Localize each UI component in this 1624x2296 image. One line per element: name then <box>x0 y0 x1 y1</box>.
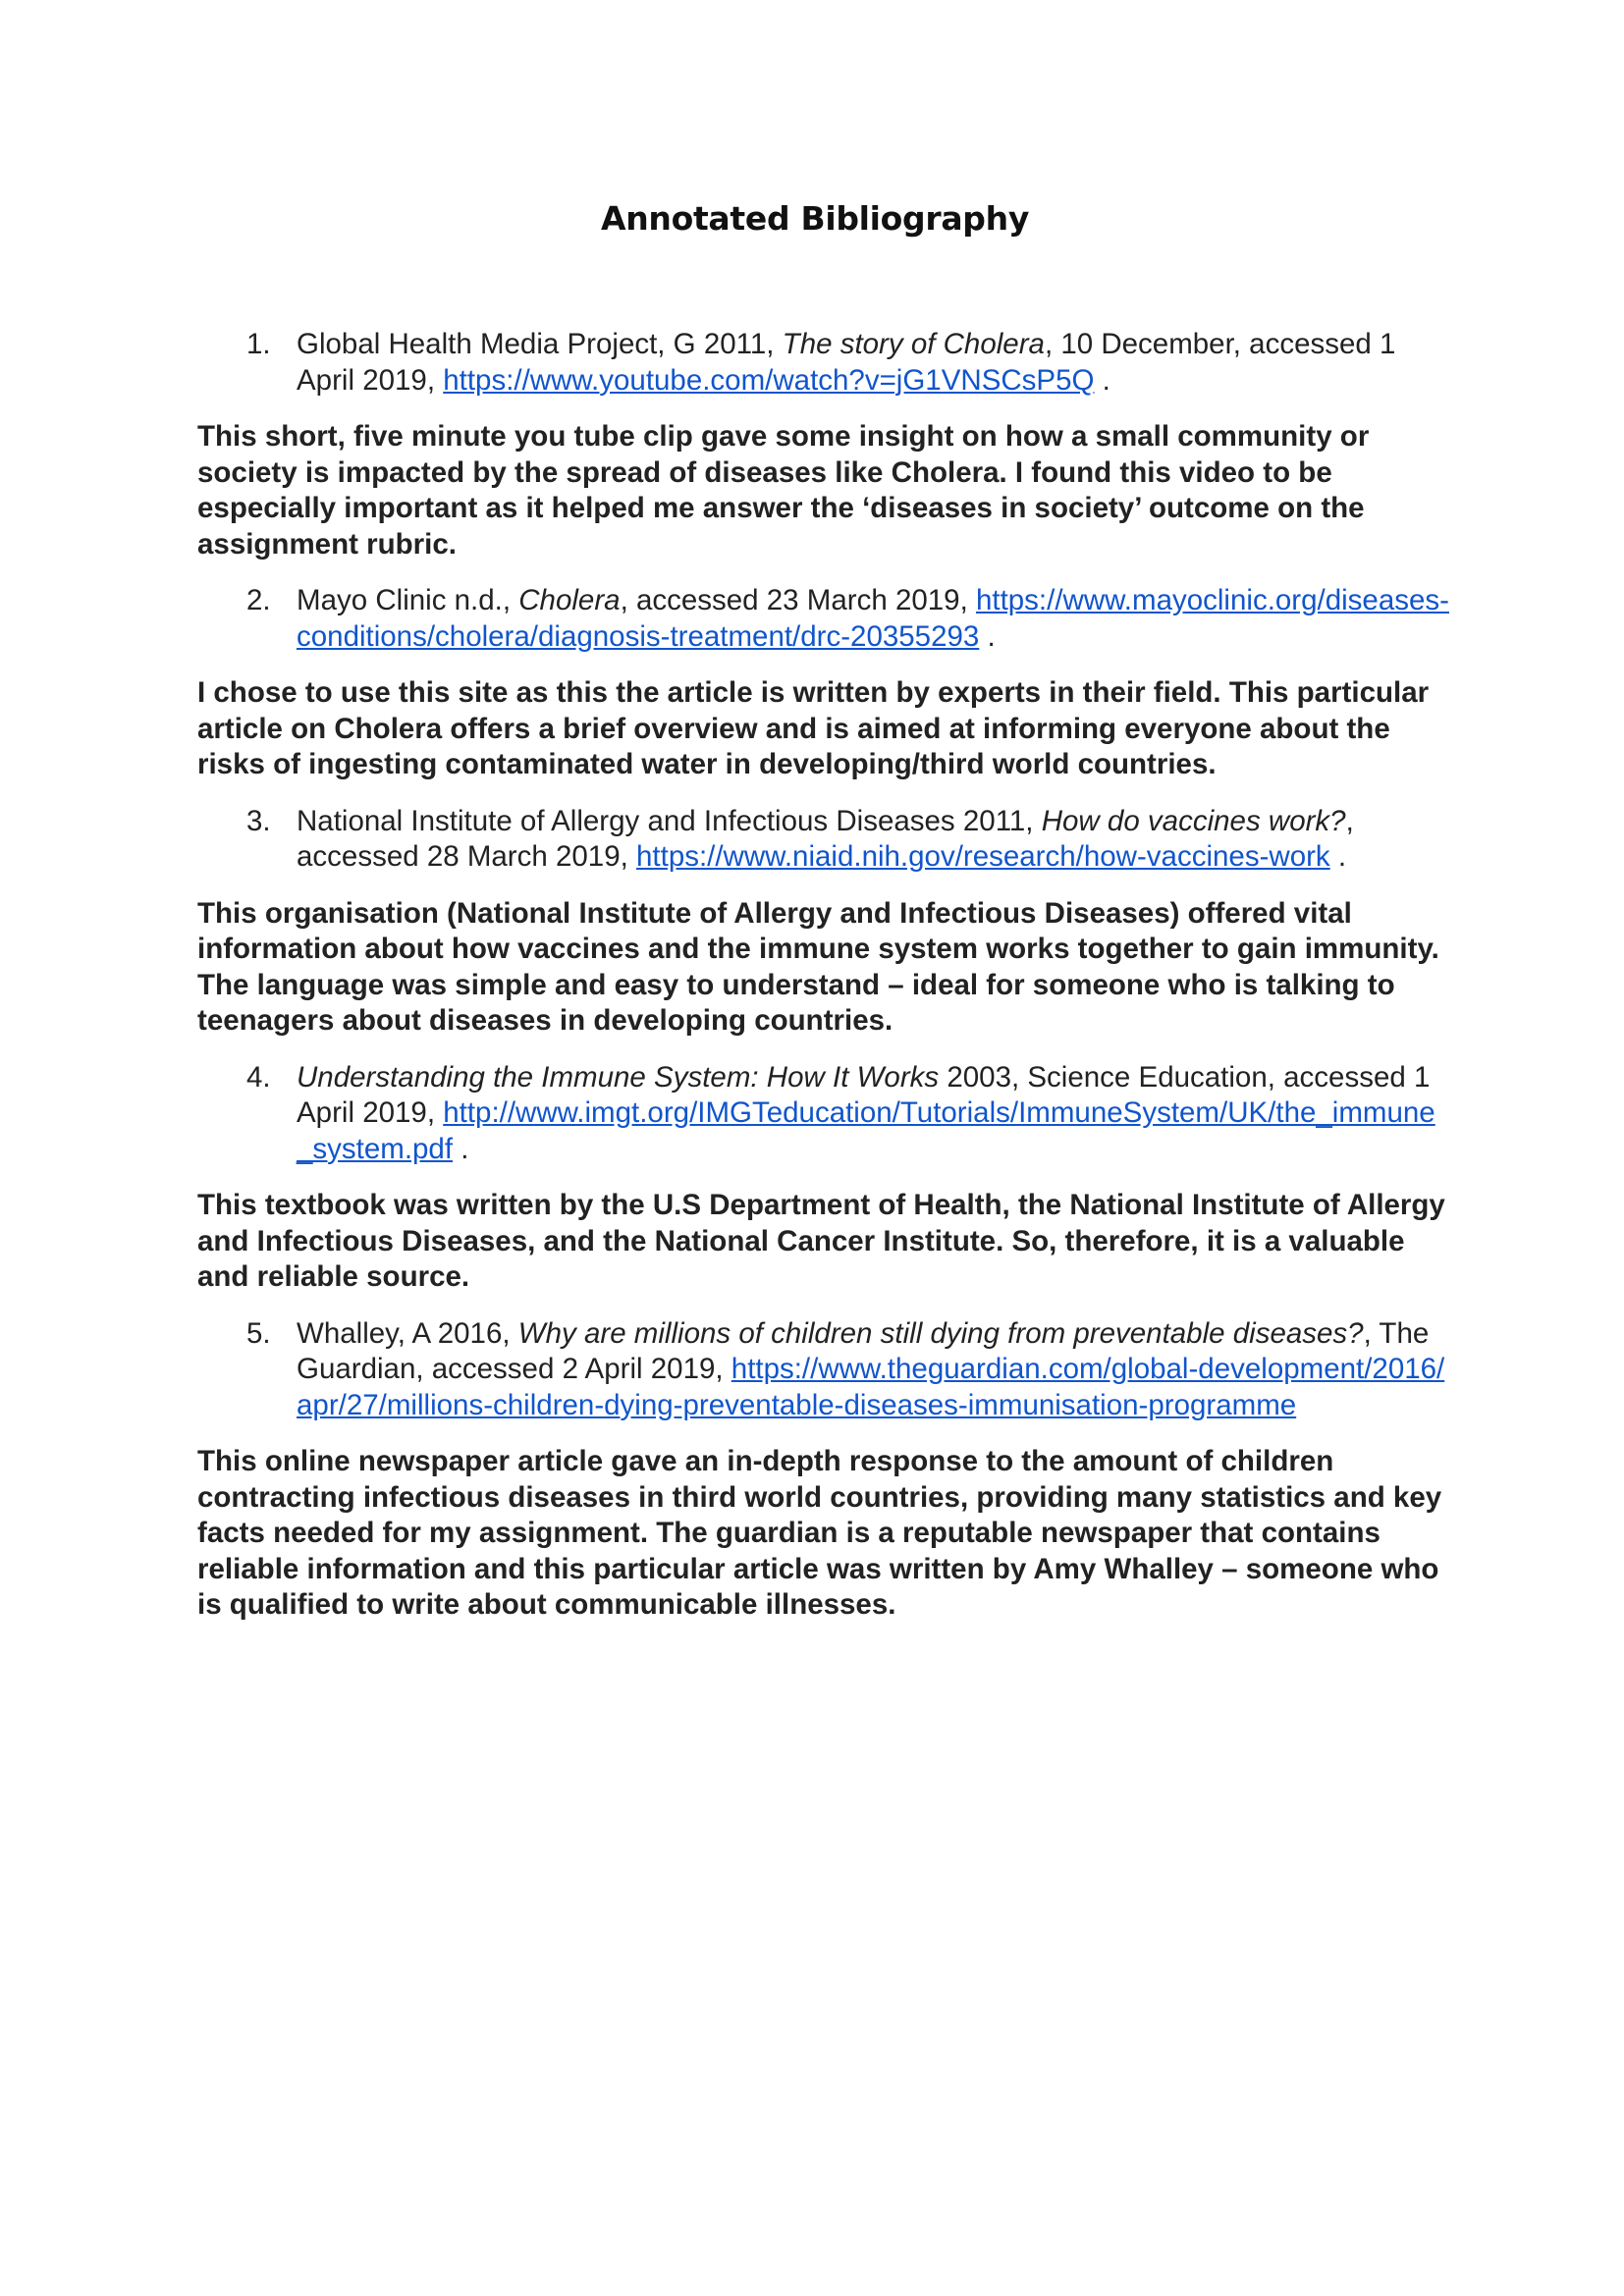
entry-number: 4. <box>246 1060 271 1094</box>
citation-end: . <box>1329 840 1347 873</box>
bibliography-entry <box>197 327 1449 562</box>
source-title: Why are millions of children still dying from preventable diseases? <box>517 1316 1364 1350</box>
citation-text: Global Health Media Project, G 2011, <box>297 328 783 360</box>
citation <box>197 1060 1449 1168</box>
bibliography-entry <box>197 583 1449 783</box>
source-link[interactable]: https://www.youtube.com/watch?v=jG1VNSCsP5Q <box>443 363 1095 397</box>
bibliography-entry <box>197 1316 1449 1624</box>
annotation-text: This textbook was written by the U.S Department of Health, the National Institute of Allergy and Infectious Diseases, and the National Cancer Institute. So, therefore, it is a valuable and reliable source. <box>197 1189 1445 1293</box>
bibliography-entry <box>197 1060 1449 1296</box>
annotation-text: This organisation (National Institute of Allergy and Infectious Diseases) offered vital information about how vaccines and the immune system works together to gain immunity. The language was simple and easy to understand – ideal for someone who is talking to teenagers about diseases in developing countries. <box>197 896 1439 1037</box>
citation-text: , accessed 28 March 2019, <box>297 804 1354 873</box>
citation-text: Whalley, A 2016, <box>297 1316 518 1350</box>
citation <box>197 804 1449 876</box>
page-title: Annotated Bibliography <box>600 199 1030 238</box>
source-title: Understanding the Immune System: How It Works <box>297 1060 940 1094</box>
entry-number: 2. <box>246 584 271 616</box>
citation <box>197 1316 1449 1424</box>
source-link[interactable]: https://www.niaid.nih.gov/research/how-vaccines-work <box>636 840 1330 873</box>
citation-text: , accessed 23 March 2019, <box>620 584 976 616</box>
entry-number: 5. <box>246 1316 271 1350</box>
citation-end: . <box>453 1132 469 1165</box>
citation-end: . <box>1094 363 1110 397</box>
bibliography-list <box>197 327 1449 1644</box>
source-title: How do vaccines work? <box>1041 804 1346 837</box>
source-link[interactable]: http://www.imgt.org/IMGTeducation/Tutorials/ImmuneSystem/UK/the_immune_system.pdf <box>297 1096 1435 1165</box>
citation-text: National Institute of Allergy and Infectious Diseases 2011, <box>297 804 1042 837</box>
citation <box>197 583 1449 655</box>
source-link[interactable]: https://www.theguardian.com/global-development/2016/apr/27/millions-children-dying-preventable-diseases-immunisation-programme <box>297 1353 1445 1421</box>
annotation-text: I chose to use this site as this the article is written by experts in their field. This particular article on Cholera offers a brief overview and is aimed at informing everyone about the risks of ingesting contaminated water in developing/third world countries. <box>197 676 1430 780</box>
annotation-text: This short, five minute you tube clip gave some insight on how a small community or society is impacted by the spread of diseases like Cholera. I found this video to be especially important as it helped me answer the ‘diseases in society’ outcome on the assignment rubric. <box>197 420 1370 561</box>
citation-text: , The Guardian, accessed 2 April 2019, <box>297 1316 1430 1385</box>
citation <box>197 327 1449 399</box>
citation-text: Mayo Clinic n.d., <box>297 584 519 616</box>
citation-text: , 10 December, accessed 1 April 2019, <box>297 328 1396 397</box>
entry-number: 1. <box>246 328 271 360</box>
source-title: The story of Cholera <box>782 328 1045 360</box>
citation-text: 2003, Science Education, accessed 1 April 2019, <box>297 1060 1431 1129</box>
annotation-text: This online newspaper article gave an in-depth response to the amount of children contracting infectious diseases in third world countries, providing many statistics and key facts needed for my assignment. The guardian is a reputable newspaper that contains reliable information and this particular article was written by Amy Whalley – someone who is qualified to write about communicable illnesses. <box>197 1445 1442 1621</box>
entry-number: 3. <box>246 804 271 837</box>
source-title: Cholera <box>518 584 621 616</box>
source-link[interactable]: https://www.mayoclinic.org/diseases-conditions/cholera/diagnosis-treatment/drc-20355293 <box>297 584 1449 653</box>
citation-end: . <box>979 619 996 653</box>
bibliography-entry <box>197 804 1449 1040</box>
